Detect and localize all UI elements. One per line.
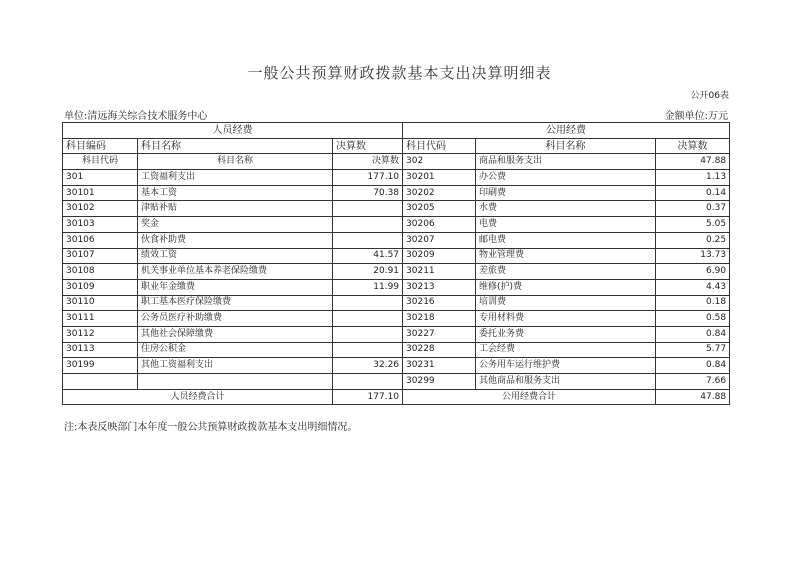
public-name-cell: 委托业务费 xyxy=(476,326,656,342)
personnel-name-cell: 公务员医疗补助缴费 xyxy=(138,311,333,327)
personnel-name-cell: 奖金 xyxy=(138,217,333,233)
personnel-name-cell: 其他社会保障缴费 xyxy=(138,326,333,342)
public-name-cell: 邮电费 xyxy=(476,232,656,248)
expenditure-table xyxy=(62,122,730,405)
col-code-header: 科目编码 xyxy=(63,138,138,154)
table-row xyxy=(63,201,730,217)
table-row xyxy=(63,185,730,201)
amount-unit: 金额单位:万元 xyxy=(664,111,728,122)
empty-cell xyxy=(333,374,403,390)
public-amount-cell: 0.84 xyxy=(656,358,730,374)
personnel-total-amount: 177.10 xyxy=(333,389,403,405)
public-amount-cell: 4.43 xyxy=(656,279,730,295)
public-code-cell: 30209 xyxy=(403,248,476,264)
col-amount-header: 决算数 xyxy=(333,138,403,154)
personnel-code-cell: 301 xyxy=(63,170,138,186)
table-number: 公开06表 xyxy=(690,91,729,101)
public-top-amount: 47.88 xyxy=(656,154,730,170)
public-name-cell: 其他商品和服务支出 xyxy=(476,374,656,390)
personnel-amount-cell: 41.57 xyxy=(333,248,403,264)
personnel-code-cell: 30101 xyxy=(63,185,138,201)
public-col-code-header: 科目代码 xyxy=(403,138,476,154)
personnel-total-label: 人员经费合计 xyxy=(63,389,333,405)
table-row xyxy=(63,264,730,280)
public-amount-cell: 0.58 xyxy=(656,311,730,327)
public-code-cell: 30211 xyxy=(403,264,476,280)
personnel-amount-cell: 20.91 xyxy=(333,264,403,280)
personnel-amount-cell xyxy=(333,201,403,217)
personnel-code-cell: 30199 xyxy=(63,358,138,374)
personnel-name-cell: 职业年金缴费 xyxy=(138,279,333,295)
personnel-code-cell: 30102 xyxy=(63,201,138,217)
personnel-amount-cell xyxy=(333,217,403,233)
personnel-name-cell: 津贴补贴 xyxy=(138,201,333,217)
public-name-cell: 电费 xyxy=(476,217,656,233)
personnel-code-cell: 30107 xyxy=(63,248,138,264)
public-name-cell: 培训费 xyxy=(476,295,656,311)
personnel-code-cell: 30111 xyxy=(63,311,138,327)
table-row xyxy=(63,311,730,327)
personnel-code-cell: 30112 xyxy=(63,326,138,342)
public-amount-cell: 13.73 xyxy=(656,248,730,264)
public-col-amount-header: 决算数 xyxy=(656,138,730,154)
public-code-cell: 30213 xyxy=(403,279,476,295)
public-code-cell: 30206 xyxy=(403,217,476,233)
personnel-name-cell: 机关事业单位基本养老保险缴费 xyxy=(138,264,333,280)
table-row xyxy=(63,279,730,295)
public-code-cell: 30205 xyxy=(403,201,476,217)
public-amount-cell: 7.66 xyxy=(656,374,730,390)
public-name-cell: 印刷费 xyxy=(476,185,656,201)
personnel-amount-cell: 70.38 xyxy=(333,185,403,201)
personnel-amount-cell xyxy=(333,295,403,311)
extra-public-row xyxy=(63,374,730,390)
public-total-amount: 47.88 xyxy=(656,389,730,405)
personnel-code-cell: 30106 xyxy=(63,232,138,248)
public-code-cell: 30299 xyxy=(403,374,476,390)
personnel-amount-cell xyxy=(333,232,403,248)
table-row xyxy=(63,295,730,311)
header-row-1 xyxy=(63,123,730,139)
header-row-3 xyxy=(63,154,730,170)
table-row xyxy=(63,358,730,374)
public-top-name: 商品和服务支出 xyxy=(476,154,656,170)
public-code-cell: 30202 xyxy=(403,185,476,201)
table-row xyxy=(63,170,730,186)
col-code-subheader: 科目代码 xyxy=(63,154,138,170)
personnel-amount-cell xyxy=(333,342,403,358)
public-name-cell: 办公费 xyxy=(476,170,656,186)
personnel-code-cell: 30108 xyxy=(63,264,138,280)
public-code-cell: 30216 xyxy=(403,295,476,311)
personnel-header: 人员经费 xyxy=(63,123,403,139)
header-row-2 xyxy=(63,138,730,154)
col-amount-subheader: 决算数 xyxy=(333,154,403,170)
totals-row xyxy=(63,389,730,405)
public-name-cell: 工会经费 xyxy=(476,342,656,358)
table-row xyxy=(63,342,730,358)
col-name-header: 科目名称 xyxy=(138,138,333,154)
personnel-name-cell: 工资福利支出 xyxy=(138,170,333,186)
public-name-cell: 维修(护)费 xyxy=(476,279,656,295)
public-name-cell: 专用材料费 xyxy=(476,311,656,327)
public-code-cell: 30231 xyxy=(403,358,476,374)
page-title: 一般公共预算财政拨款基本支出决算明细表 xyxy=(247,64,552,82)
public-name-cell: 差旅费 xyxy=(476,264,656,280)
personnel-amount-cell xyxy=(333,326,403,342)
personnel-name-cell: 基本工资 xyxy=(138,185,333,201)
empty-cell xyxy=(63,374,138,390)
personnel-amount-cell: 32.26 xyxy=(333,358,403,374)
personnel-code-cell: 30109 xyxy=(63,279,138,295)
table-row xyxy=(63,326,730,342)
public-header: 公用经费 xyxy=(403,123,730,139)
table-row xyxy=(63,232,730,248)
public-amount-cell: 0.37 xyxy=(656,201,730,217)
public-name-cell: 物业管理费 xyxy=(476,248,656,264)
public-amount-cell: 0.18 xyxy=(656,295,730,311)
public-code-cell: 30207 xyxy=(403,232,476,248)
public-amount-cell: 0.14 xyxy=(656,185,730,201)
public-amount-cell: 5.77 xyxy=(656,342,730,358)
table-row xyxy=(63,217,730,233)
personnel-code-cell: 30103 xyxy=(63,217,138,233)
personnel-amount-cell: 177.10 xyxy=(333,170,403,186)
col-name-subheader: 科目名称 xyxy=(138,154,333,170)
public-code-cell: 30228 xyxy=(403,342,476,358)
public-amount-cell: 0.25 xyxy=(656,232,730,248)
public-amount-cell: 5.05 xyxy=(656,217,730,233)
public-code-cell: 30227 xyxy=(403,326,476,342)
public-total-label: 公用经费合计 xyxy=(403,389,656,405)
personnel-name-cell: 其他工资福利支出 xyxy=(138,358,333,374)
public-amount-cell: 0.84 xyxy=(656,326,730,342)
unit-name: 单位:清远海关综合技术服务中心 xyxy=(64,111,208,122)
public-top-code: 302 xyxy=(403,154,476,170)
public-code-cell: 30201 xyxy=(403,170,476,186)
personnel-amount-cell: 11.99 xyxy=(333,279,403,295)
personnel-name-cell: 职工基本医疗保险缴费 xyxy=(138,295,333,311)
public-name-cell: 水费 xyxy=(476,201,656,217)
footnote: 注:本表反映部门本年度一般公共预算财政拨款基本支出明细情况。 xyxy=(64,422,358,433)
public-amount-cell: 1.13 xyxy=(656,170,730,186)
personnel-code-cell: 30110 xyxy=(63,295,138,311)
table-row xyxy=(63,248,730,264)
empty-cell xyxy=(138,374,333,390)
personnel-name-cell: 绩效工资 xyxy=(138,248,333,264)
public-code-cell: 30218 xyxy=(403,311,476,327)
personnel-name-cell: 伙食补助费 xyxy=(138,232,333,248)
personnel-name-cell: 住房公积金 xyxy=(138,342,333,358)
public-amount-cell: 6.90 xyxy=(656,264,730,280)
public-col-name-header: 科目名称 xyxy=(476,138,656,154)
personnel-code-cell: 30113 xyxy=(63,342,138,358)
public-name-cell: 公务用车运行维护费 xyxy=(476,358,656,374)
personnel-amount-cell xyxy=(333,311,403,327)
